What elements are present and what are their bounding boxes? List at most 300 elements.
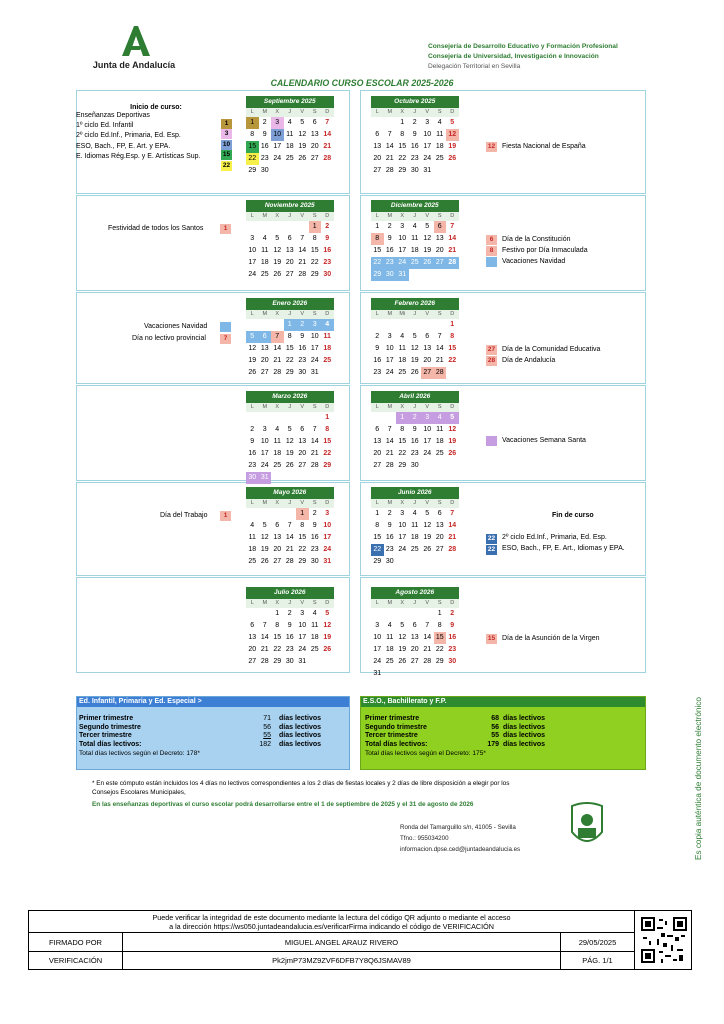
calendar-day: 16 [298,345,307,352]
calendar-day: 28 [310,462,319,469]
calendar-day: 3 [250,235,255,242]
calendar-day: 18 [410,247,419,254]
event-label: 2º ciclo Ed.Inf., Primaria, Ed. Esp. [502,534,607,541]
calendar-day: 2 [262,119,267,126]
calendar-day: 11 [311,622,319,629]
inicio-row: ESO, Bach., FP, E. Art. y EPA. [76,142,171,150]
weekday-header: L [246,403,259,412]
calendar-day: 8 [300,522,305,529]
calendar-day: 21 [435,357,444,364]
weekday-header: S [434,403,447,412]
calendar-day: 11 [386,634,394,641]
weekday-header: Mi [396,310,409,319]
calendar-day: 5 [446,412,459,424]
month-grid [371,212,459,281]
calendar-day: 24 [310,357,319,364]
weekday-header: D [321,403,334,412]
weekday-header: S [434,499,447,508]
calendar-day: 2 [375,333,380,340]
calendar-day: 2 [287,610,292,617]
calendar-day: 22 [298,546,307,553]
calendar-day: 8 [375,522,380,529]
calendar-day: 20 [310,143,319,150]
weekday-header: S [309,599,322,608]
month-grid [371,403,459,472]
xmas-swatch [486,257,497,267]
calendar-day: 16 [260,143,269,150]
weekday-header: L [371,310,384,319]
email-line: informacion.dpse.ced@juntadeandalucia.es [400,846,521,853]
calendar-day: 10 [373,634,382,641]
calendar-day: 23 [260,155,269,162]
authentic-copy-side-text: Es copia auténtica de documento electrónico [694,697,703,860]
weekday-header: M [259,403,272,412]
calendar-day: 15 [310,247,319,254]
calendar-day: 7 [300,235,305,242]
calendar-day: 27 [248,658,257,665]
calendar-day: 26 [423,546,432,553]
weekday-header: L [246,310,259,319]
calendar-day: 13 [273,534,282,541]
calendar-day: 6 [437,510,442,517]
calendar-day: 27 [373,462,382,469]
calendar-day: 5 [400,622,405,629]
calendar-day: 3 [309,319,322,331]
address-block [400,822,520,855]
weekday-header: M [259,310,272,319]
calendar-day: 28 [446,257,459,269]
calendar-day: 13 [285,247,294,254]
calendar-day: 16 [385,534,394,541]
calendar-day: 10 [298,622,307,629]
calendar-day: 14 [285,534,294,541]
calendar-day: 26 [298,155,307,162]
calendar-day: 14 [385,143,394,150]
calendar-day: 23 [448,646,457,653]
weekday-header: X [396,599,409,608]
summary-header: E.S.O., Bachillerato y F.P. [361,697,645,707]
calendar-day: 3 [400,223,405,230]
event-label: Vacaciones Navidad [502,258,566,265]
header-institution [428,42,618,72]
calendar-day: 20 [373,450,382,457]
calendar-day: 14 [448,522,457,529]
calendar-day: 5 [412,333,417,340]
fin-curso-title: Fin de curso [552,512,594,519]
calendar-day: 26 [448,155,457,162]
calendar-day: 9 [287,622,292,629]
calendar-day: 22 [371,544,384,556]
calendar-day: 31 [423,167,432,174]
calendar-day: 14 [448,235,457,242]
calendar-day: 19 [285,450,294,457]
easter-swatch [486,436,497,446]
calendar-day: 2 [325,223,330,230]
calendar-day: 4 [321,319,334,331]
summary-total-row: Total días lectivos: 182 días lectivos [79,740,322,748]
weekday-header: S [309,310,322,319]
weekday-header: V [296,599,309,608]
calendar-day: 12 [323,622,332,629]
calendar-day: 14 [323,131,332,138]
calendar-day: 3 [300,610,305,617]
calendar-day: 25 [410,546,419,553]
weekday-header: D [321,310,334,319]
calendar-day: 28 [423,658,432,665]
weekday-header: S [434,310,447,319]
event-label: Día de la Asunción de la Virgen [502,635,600,642]
weekday-header: V [421,310,434,319]
event-label: Festividad de todos los Santos [108,225,204,232]
month-header: Agosto 2026 [371,587,459,599]
month-header: Julio 2026 [246,587,334,599]
calendar-day: 12 [248,345,257,352]
event-label: Festivo por Día Inmaculada [502,247,588,254]
empty-day [296,221,309,233]
weekday-header: J [284,499,297,508]
calendar-day: 24 [273,155,282,162]
calendar-day: 29 [398,167,407,174]
calendar-day: 30 [410,462,419,469]
calendar-day: 2 [412,119,417,126]
calendar-day: 20 [435,534,444,541]
calendar-day: 11 [411,235,419,242]
calendar-day: 11 [248,534,256,541]
month-grid [246,310,334,379]
empty-day [284,508,297,520]
event-label: Día de la Constitución [502,236,571,243]
calendar-day: 19 [273,259,282,266]
calendar-day: 17 [398,247,407,254]
calendar-day: 18 [323,345,332,352]
brand-name: Junta de Andalucía [92,60,176,70]
event-label: Fiesta Nacional de España [502,143,586,150]
calendar-day: 20 [298,450,307,457]
weekday-header: M [384,108,397,117]
calendar-day: 24 [398,546,407,553]
calendar-day: 27 [373,167,382,174]
calendar-day: 7 [387,131,392,138]
empty-day [246,608,259,620]
empty-day [271,319,284,331]
empty-day [371,117,384,129]
calendar-day: 2 [296,319,309,331]
calendar-day: 7 [271,331,284,343]
event-day-swatch: 1 [220,224,231,234]
empty-day [259,319,272,331]
event-label: Día de Andalucía [502,357,556,364]
calendar-day: 24 [396,257,409,269]
calendar-day: 26 [323,646,332,653]
calendar-day: 31 [396,269,409,281]
calendar-day: 5 [300,119,305,126]
calendar-day: 14 [310,438,319,445]
month-grid [371,108,459,177]
calendar-day: 18 [385,646,394,653]
empty-day [371,608,384,620]
calendar-day: 1 [275,610,280,617]
empty-day [246,412,259,424]
calendar-day: 21 [323,143,332,150]
month-header: Septiembre 2025 [246,96,334,108]
weekday-header: D [446,403,459,412]
calendar-day: 11 [286,131,294,138]
summary-decree-note: Total días lectivos según el Decreto: 175* [365,750,486,758]
month-header: Febrero 2026 [371,298,459,310]
calendar-day: 17 [373,646,382,653]
calendar-december [371,200,459,281]
calendar-day: 20 [273,546,282,553]
calendar-day: 21 [423,646,432,653]
calendar-day: 20 [285,259,294,266]
month-header: Marzo 2026 [246,391,334,403]
empty-day [259,221,272,233]
calendar-day: 16 [285,634,294,641]
weekday-header: L [371,108,384,117]
calendar-day: 24 [423,155,432,162]
weekday-header: V [296,108,309,117]
calendar-day: 23 [298,357,307,364]
footnote-line-1: * En este cómputo están incluidos los 4 días no lectivos correspondientes a los 2 días de fiestas locales y 2 días de libre disposición a elegir por los [92,780,510,787]
calendar-day: 24 [385,369,394,376]
calendar-day: 27 [260,369,269,376]
calendar-day: 21 [298,259,307,266]
calendar-day: 23 [385,546,394,553]
calendar-day: 10 [385,345,394,352]
summary-decree-note: Total días lectivos según el Decreto: 178* [79,750,200,758]
calendar-day: 20 [260,357,269,364]
calendar-march [246,391,334,484]
weekday-header: D [446,599,459,608]
summary-infantil-primaria [76,696,350,770]
empty-day [384,412,397,424]
weekday-header: V [296,499,309,508]
calendar-day: 13 [248,634,257,641]
calendar-day: 26 [448,450,457,457]
calendar-april [371,391,459,472]
calendar-day: 12 [398,634,407,641]
calendar-day: 17 [310,345,319,352]
calendar-day: 29 [248,167,257,174]
calendar-day: 11 [323,333,331,340]
month-grid [246,108,334,177]
calendar-day: 15 [285,345,294,352]
weekday-header: L [246,212,259,221]
phone-line: Tfno.: 955034200 [400,835,449,842]
calendar-day: 8 [450,333,455,340]
weekday-header: X [396,108,409,117]
weekday-header: S [309,403,322,412]
calendar-day: 29 [273,658,282,665]
calendar-day: 19 [410,357,419,364]
calendar-day: 13 [423,345,432,352]
calendar-day: 17 [423,143,432,150]
calendar-day: 3 [421,412,434,424]
calendar-day: 24 [260,462,269,469]
delegation: Delegación Territorial en Sevilla [428,63,521,70]
calendar-day: 13 [410,634,419,641]
calendar-day: 17 [323,534,332,541]
calendar-day: 17 [398,534,407,541]
qr-code-icon[interactable] [639,914,689,966]
summary-eso-bach [360,696,646,770]
event-day-swatch: 7 [220,334,231,344]
calendar-day: 29 [435,658,444,665]
empty-day [371,412,384,424]
institution-line-2: Consejería de Universidad, Investigación e Innovación [428,53,599,60]
inicio-title: Inicio de curso: [130,104,182,111]
weekday-header: X [396,499,409,508]
weekday-header: S [309,108,322,117]
summary-total-row: Total días lectivos: 179 días lectivos [365,740,546,748]
calendar-july [246,587,334,668]
weekday-header: J [284,212,297,221]
calendar-day: 29 [398,462,407,469]
calendar-day: 21 [385,155,394,162]
calendar-day: 17 [273,143,282,150]
calendar-day: 12 [446,129,459,141]
calendar-day: 31 [310,369,319,376]
calendar-day: 14 [435,345,444,352]
calendar-day: 13 [260,345,269,352]
calendar-day: 19 [448,143,457,150]
calendar-day: 20 [423,357,432,364]
summary-row: Tercer trimestre 55 días lectivos [365,732,546,740]
weekday-header: J [409,108,422,117]
calendar-day: 29 [373,558,382,565]
xmas-swatch [220,322,231,332]
calendar-day: 16 [410,438,419,445]
calendar-day: 4 [412,223,417,230]
calendar-day: 9 [387,522,392,529]
calendar-day: 8 [312,235,317,242]
address-line: Ronda del Tamarguillo s/n, 41005 - Sevilla [400,824,516,831]
calendar-day: 23 [323,259,332,266]
weekday-header: J [284,108,297,117]
calendar-day: 22 [398,155,407,162]
calendar-day: 6 [425,333,430,340]
verification-instructions: Puede verificar la integridad de este documento mediante la lectura del código QR adjunto o mediante el acceso a la dirección https://ws050.juntadeandalucia.es/verificarFirma indicando el código de VERIFICACIÓN [29,911,635,933]
weekday-header: J [409,499,422,508]
calendar-day: 25 [285,155,294,162]
empty-day [259,608,272,620]
calendar-day: 12 [285,438,294,445]
weekday-header: L [371,403,384,412]
calendar-day: 5 [450,119,455,126]
calendar-day: 21 [273,357,282,364]
calendar-day: 17 [298,634,307,641]
calendar-day: 15 [246,141,259,153]
calendar-day: 10 [423,131,432,138]
calendar-day: 20 [410,646,419,653]
calendar-day: 22 [285,357,294,364]
calendar-day: 6 [312,119,317,126]
calendar-day: 4 [275,426,280,433]
weekday-header: L [246,108,259,117]
calendar-day: 18 [248,546,257,553]
weekday-header: J [409,212,422,221]
calendar-day: 5 [287,426,292,433]
calendar-day: 6 [412,622,417,629]
weekday-header: D [446,212,459,221]
calendar-day: 9 [412,131,417,138]
calendar-day: 18 [260,259,269,266]
calendar-day: 3 [387,333,392,340]
weekday-header: X [271,108,284,117]
calendar-day: 22 [448,357,457,364]
calendar-day: 15 [373,247,382,254]
calendar-day: 9 [450,622,455,629]
empty-day [284,221,297,233]
month-header: Junio 2026 [371,487,459,499]
empty-day [246,508,259,520]
calendar-day: 19 [323,634,332,641]
calendar-day: 3 [400,510,405,517]
weekday-header: M [259,108,272,117]
calendar-day: 22 [273,646,282,653]
weekday-header: J [284,599,297,608]
calendar-day: 18 [435,143,444,150]
calendar-day: 28 [260,658,269,665]
weekday-header: V [421,499,434,508]
weekday-header: X [271,599,284,608]
calendar-day: 9 [262,131,267,138]
empty-day [396,319,409,331]
calendar-day: 1 [296,508,309,520]
calendar-day: 4 [437,119,442,126]
weekday-header: X [271,310,284,319]
calendar-day: 15 [298,534,307,541]
calendar-day: 17 [423,438,432,445]
weekday-header: J [409,403,422,412]
inicio-row: 2º ciclo Ed.Inf., Primaria, Ed. Esp. [76,132,181,140]
calendar-day: 8 [437,622,442,629]
calendar-day: 24 [373,658,382,665]
calendar-day: 26 [285,462,294,469]
empty-day [259,508,272,520]
calendar-day: 24 [323,546,332,553]
calendar-day: 7 [450,510,455,517]
calendar-day: 8 [325,426,330,433]
empty-day [246,221,259,233]
calendar-day: 5 [425,223,430,230]
calendar-day: 18 [285,143,294,150]
calendar-day: 29 [371,269,384,281]
page-number: PÁG. 1/1 [561,952,635,969]
calendar-day: 27 [298,462,307,469]
calendar-day: 19 [448,438,457,445]
calendar-day: 27 [410,658,419,665]
calendar-day: 27 [421,367,434,379]
calendar-day: 19 [260,546,269,553]
calendar-day: 23 [285,646,294,653]
swatch-inicio-5: 22 [222,162,231,169]
calendar-day: 23 [410,155,419,162]
calendar-day: 16 [323,247,332,254]
weekday-header: D [446,108,459,117]
event-day-swatch: 15 [487,635,496,642]
event-label: Día del Trabajo [160,512,208,519]
calendar-day: 11 [398,345,406,352]
calendar-day: 7 [387,426,392,433]
calendar-day: 10 [248,247,257,254]
calendar-day: 25 [398,369,407,376]
empty-day [246,319,259,331]
calendar-day: 12 [423,235,432,242]
weekday-header: D [446,499,459,508]
calendar-day: 3 [425,119,430,126]
calendar-day: 30 [246,472,259,484]
